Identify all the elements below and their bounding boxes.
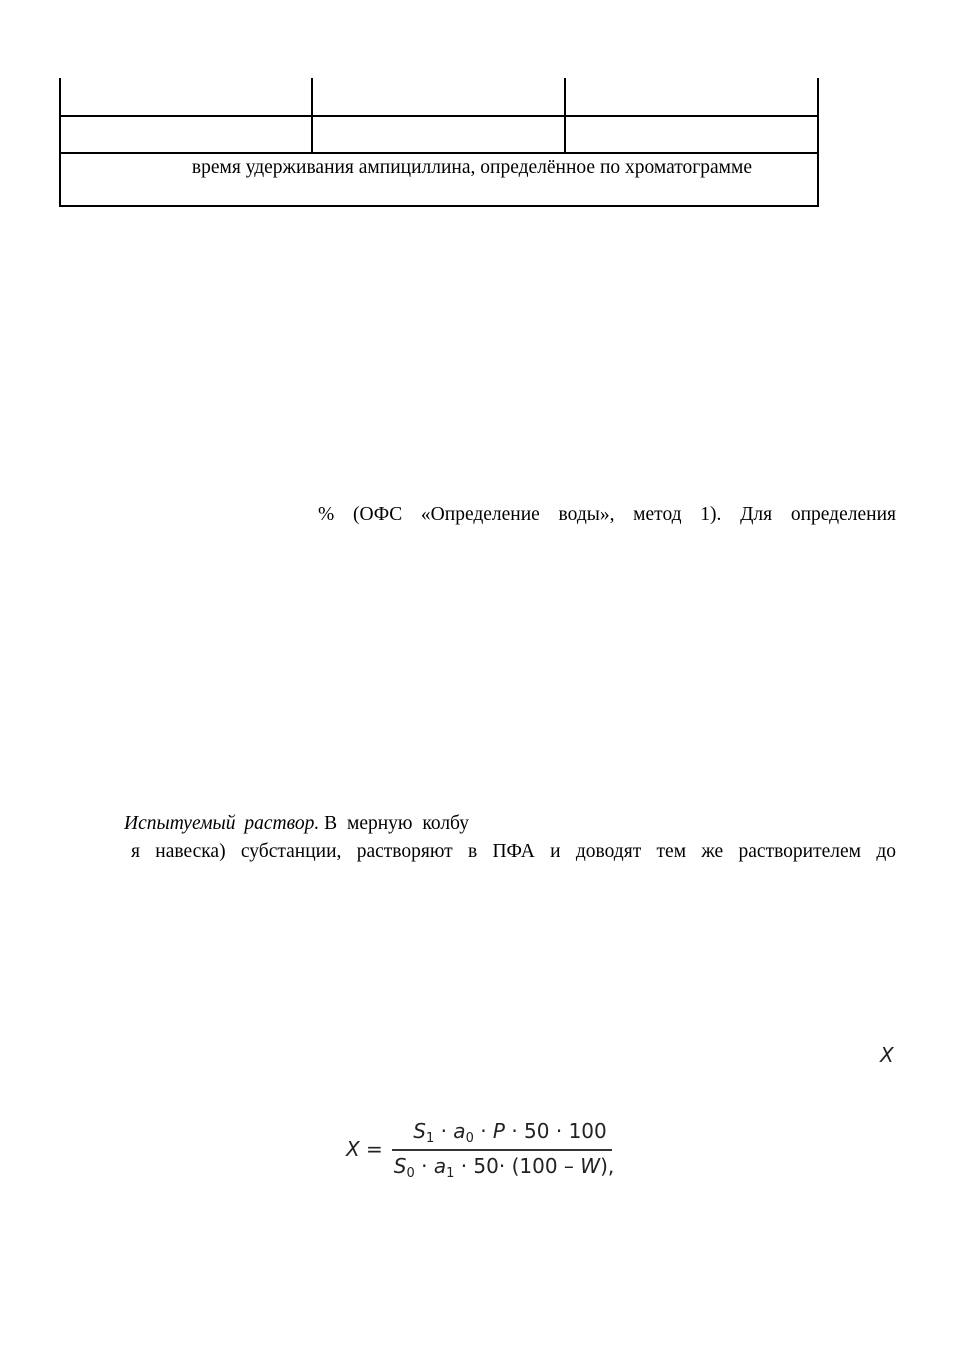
test-solution-line-1 bbox=[124, 811, 469, 837]
formula-lhs: X = bbox=[346, 1137, 383, 1161]
table-bottom-cell-text: время удерживания ампициллина, определённое по хроматограмме bbox=[191, 157, 752, 178]
water-determination-line: % (ОФС «Определение воды», метод 1). Для определения bbox=[318, 504, 896, 525]
formula-numerator: $S_1 \cdot a_0 \cdot P \cdot 50 \cdot 100$ bbox=[413, 1119, 607, 1146]
formula-denominator: $S_0 \cdot a_1 \cdot 50\cdot (100 - W)$, bbox=[393, 1154, 615, 1181]
test-solution-line-2: я навеска) субстанции, растворяют в ПФА и доводят тем же растворителем до bbox=[131, 841, 896, 862]
formula-variable-label: X bbox=[880, 1043, 894, 1067]
test-solution-heading: Испытуемый раствор. bbox=[124, 813, 320, 834]
formula-fraction-bar bbox=[392, 1149, 612, 1151]
data-table-fragment bbox=[59, 78, 819, 207]
test-solution-line-1-rest: В мерную колбу bbox=[324, 813, 469, 834]
table-row-divider-1 bbox=[59, 115, 819, 117]
table-border-right bbox=[817, 78, 819, 207]
table-border-bottom bbox=[59, 205, 819, 207]
table-border-left bbox=[59, 78, 61, 207]
